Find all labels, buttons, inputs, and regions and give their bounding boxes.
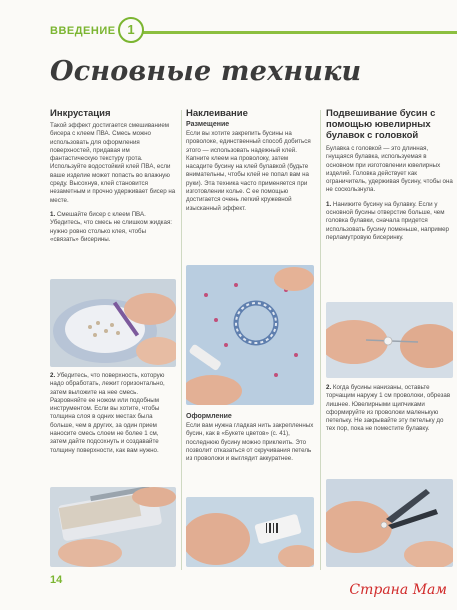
photo-mixing-beads [50, 279, 176, 367]
inlay-heading: Инкрустация [50, 108, 111, 119]
gluing-heading: Наклеивание [186, 108, 248, 119]
watermark: Страна Мам [349, 582, 447, 598]
photo-threading-bead [326, 302, 453, 378]
placement-subheading: Размещение [186, 121, 230, 128]
inlay-intro: Такой эффект достигается смешиванием бисера с клеем ПВА. Смесь можно использовать для оформления поверхностей, придавая им фантастическую текстуру грота. Используйте водостойкий клей ПВА, если ваше изделие может попасть во влажную среду. Высохнув, клей становится незаметным и прочно удерживает бисер на месте. [50, 122, 176, 204]
column-headpins [326, 108, 453, 242]
column-gluing [186, 108, 314, 213]
column-divider [320, 110, 321, 570]
placement-text: Если вы хотите закрепить бусины на проволоке, единственный способ добиться этого — использовать надежный клей. Капните клеем на проволоку, затем насадите бусину на клей булавкой (будьте внимательны, чтобы клей не попал вам на руки). Эта техника часто применяется при изготовлении колье. С ее помощью достигается очень легкий кружевной изысканный эффект. [186, 130, 311, 212]
photo-gluing-beads [186, 265, 314, 405]
headpins-step-1 [326, 201, 453, 242]
section-label: ВВЕДЕНИЕ [50, 17, 122, 45]
page-title: Основные техники [50, 56, 362, 87]
step-number: 1. [326, 200, 332, 208]
step-text: Когда бусины нанизаны, оставьте торчащим наружу 1 см проволоки, обрезав лишнее. Ювелирными щипчиками сформируйте из проволоки маленькую петельку. Не закрывайте эту петельку до тех пор, пока не поместите булавку. [326, 384, 451, 433]
section-number-badge: 1 [118, 17, 144, 43]
step-number: 2. [326, 384, 332, 391]
inlay-step-2 [50, 372, 176, 455]
step-number: 1. [50, 210, 56, 218]
decoration-subheading: Оформление [186, 413, 232, 420]
section-header [0, 14, 457, 50]
headpins-step-2 [326, 384, 453, 434]
headpins-intro: Булавка с головкой — это длинная, гнущаяся булавка, используемая в основном при изготовлении ювелирных изделий. Головка действует как ограничитель, удерживая бусину, чтобы она не соскользнула. [326, 145, 453, 194]
step-text: Нанижите бусину на булавку. Если у основной бусины отверстие больше, чем головка булавки, сначала придется использовать бусину поменьше, например перламутровую бисеринку. [326, 200, 449, 241]
photo-spreading-mixture [50, 487, 176, 567]
decoration-section [186, 411, 314, 463]
column-inlay [50, 108, 176, 244]
step-text: Убедитесь, что поверхность, которую надо обработать, лежит горизонтально, затем выложите на нее смесь. Разровняйте ее ножом или подобным инструментом. Если вы хотите, чтобы толщина слоя в одних местах была больше, чем в других, за один прием наносите смесь слоем не более 1 см, затем дайте подсохнуть и создавайте толщину поверхности, как вам нужно. [50, 372, 165, 454]
step-number: 2. [50, 372, 56, 379]
decoration-text: Если вам нужна гладкая нить закрепленных бусин, как в «Букете цветов» (с. 41), последнюю бусину можно приклеить. Это позволит отказаться от скручивания петель из проволоки и выглядит аккуратнее. [186, 422, 314, 463]
column-divider [181, 110, 182, 570]
headpins-heading: Подвешивание бусин с помощью ювелирных булавок с головкой [326, 108, 436, 141]
inlay-step-1 [50, 211, 176, 244]
photo-pliers-loop [326, 479, 453, 567]
page-number: 14 [50, 574, 63, 586]
photo-glue-tube [186, 497, 314, 567]
step-text: Смешайте бисер с клеем ПВА. Убедитесь, что смесь не слишком жидкая: нужно ровно столько клея, чтобы «связать» бисерины. [50, 210, 173, 243]
